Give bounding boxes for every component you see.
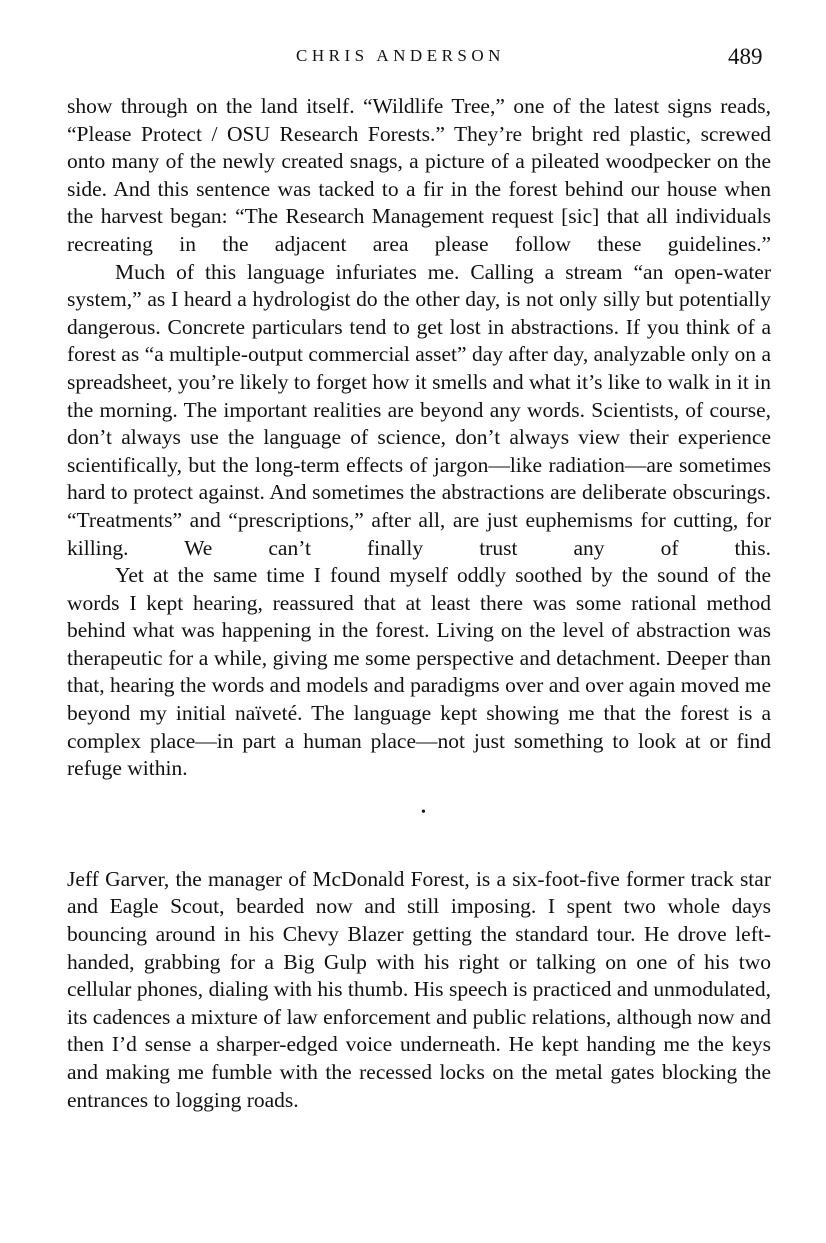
paragraph-continuation: show through on the land itself. “Wildlife Tree,” one of the latest signs reads, “Please Protect / OSU Research Forests.” They’re bright red plastic, screwed onto many of the newly created snags, a picture of a pileated woodpecker on the side. And this sentence was tacked to a fir in the forest behind our house when the harvest began: “The Research Management request [sic] that all individuals recreating in the adjacent area please follow these guidelines.” bbox=[67, 94, 771, 256]
paragraph-language-infuriates: Much of this language infuriates me. Calling a stream “an open-water system,” as I heard a hydrologist do the other day, is not only silly but potentially dangerous. Concrete particulars tend to get lost in abstractions. If you think of a forest as “a multiple-output commercial asset” day after day, analyzable only on a spreadsheet, you’re likely to forget how it smells and what it’s like to walk in it in the morning. The important realities are beyond any words. Scientists, of course, don’t always use the language of science, don’t always view their experience scientifically, but the long-term effects of jargon—like radiation—are sometimes hard to protect against. And sometimes the abstractions are deliberate obscurings. “Treatments” and “prescriptions,” after all, are just euphemisms for cutting, for killing. We can’t finally trust any of this. bbox=[67, 259, 771, 560]
section-break-bullet: • bbox=[421, 804, 426, 820]
paragraph-oddly-soothed: Yet at the same time I found myself oddly soothed by the sound of the words I kept hearing, reassured that at least there was some rational method behind what was happening in the forest. Living on the level of abstraction was therapeutic for a while, giving me some perspective and detachment. Deeper than that, hearing the words and models and paradigms over and over again moved me beyond my initial naïveté. The language kept showing me that the forest is a complex place—in part a human place—not just something to look at or find refuge within. bbox=[67, 563, 771, 781]
paragraph-jeff-garver: Jeff Garver, the manager of McDonald Forest, is a six-foot-five former track star and Eagle Scout, bearded now and still imposing. I spent two whole days bouncing around in his Chevy Blazer getting the standard tour. He drove left-handed, grabbing for a Big Gulp with his right or talking on one of his two cellular phones, dialing with his thumb. His speech is practiced and unmodulated, its cadences a mixture of law enforcement and public relations, although now and then I’d sense a sharper-edged voice underneath. He kept handing me the keys and making me fumble with the recessed locks on the metal gates blocking the entrances to logging roads. bbox=[67, 866, 771, 1112]
body-text bbox=[67, 93, 771, 1114]
running-head-author: CHRIS ANDERSON bbox=[296, 46, 505, 65]
section-break bbox=[67, 783, 771, 866]
running-head bbox=[0, 44, 826, 74]
page-number: 489 bbox=[728, 44, 763, 69]
